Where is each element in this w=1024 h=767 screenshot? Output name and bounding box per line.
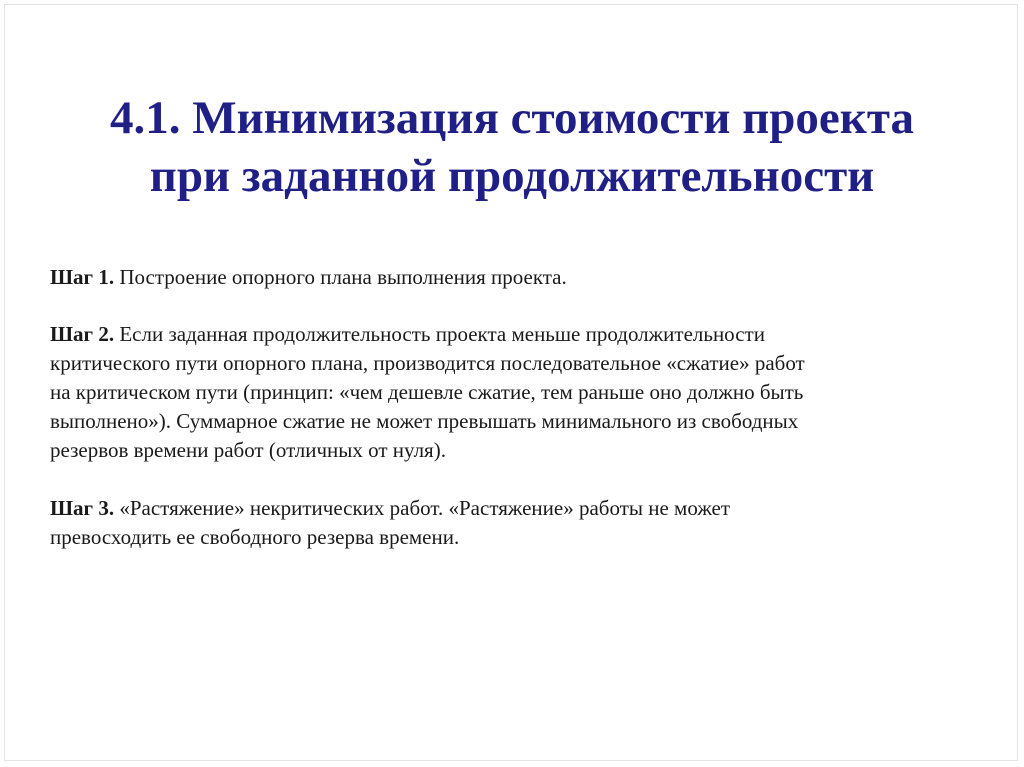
slide-title — [0, 89, 1024, 205]
step-2-line-5: резервов времени работ (отличных от нуля). — [50, 438, 446, 462]
slide-body — [50, 263, 990, 552]
step-1 — [50, 263, 990, 292]
step-3 — [50, 494, 990, 552]
step-3-text-1: «Растяжение» некритических работ. «Растяжение» работы не может — [114, 496, 731, 520]
slide-title-line-1: 4.1. Минимизация стоимости проекта — [109, 92, 915, 144]
step-2-text-1: Если заданная продолжительность проекта меньше продолжительности — [114, 322, 765, 346]
step-2-label: Шаг 2. — [50, 322, 115, 346]
step-3-line-2: превосходить ее свободного резерва времени. — [50, 525, 460, 549]
step-2-line-4: выполнено»). Суммарное сжатие не может превышать минимального из свободных — [50, 409, 799, 433]
step-2 — [50, 320, 990, 465]
step-2-line-2: критического пути опорного плана, производится последовательное «сжатие» работ — [50, 351, 805, 375]
step-1-label: Шаг 1. — [50, 265, 115, 289]
slide-title-line-2: при заданной продолжительности — [149, 150, 875, 202]
step-3-line-1 — [50, 494, 990, 523]
step-1-line-1 — [50, 263, 990, 292]
step-2-line-3: на критическом пути (принцип: «чем дешевле сжатие, тем раньше оно должно быть — [50, 380, 804, 404]
step-2-line-1 — [50, 320, 990, 349]
step-3-label: Шаг 3. — [50, 496, 115, 520]
step-1-text-1: Построение опорного плана выполнения проекта. — [114, 265, 567, 289]
